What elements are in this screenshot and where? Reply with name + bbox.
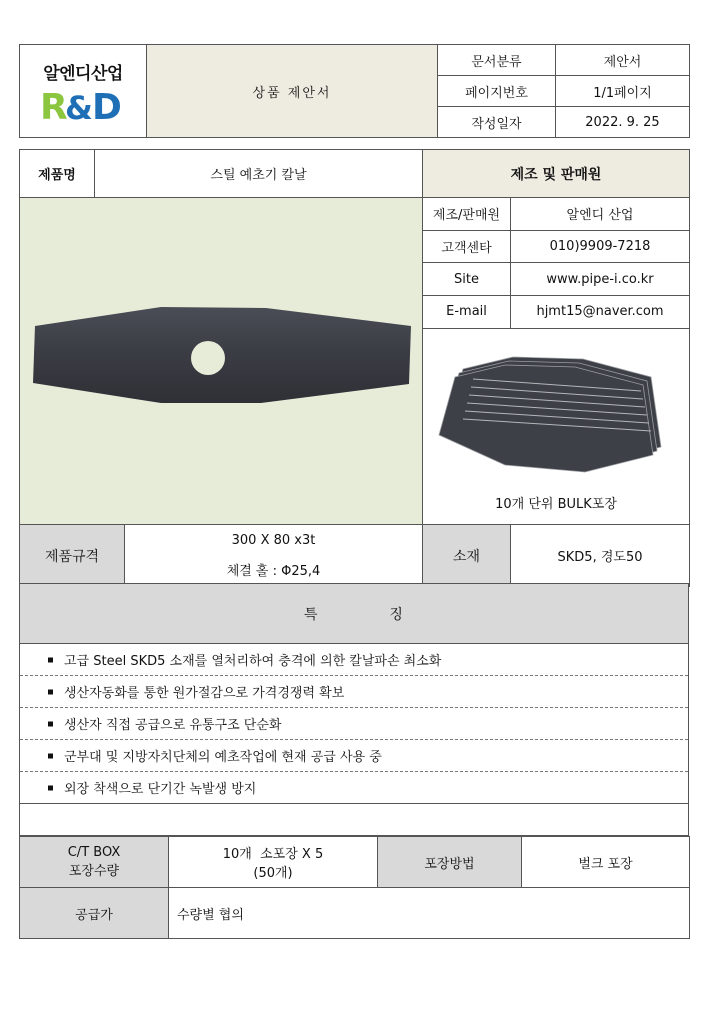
meta-value: 2022. 9. 25: [556, 107, 690, 138]
list-item: [20, 772, 689, 804]
bullet-icon: [48, 785, 53, 790]
spec-label: 제품규격: [20, 525, 125, 587]
svg-text:&: &: [65, 88, 93, 124]
feature-text: 고급 Steel SKD5 소재를 열처리하여 충격에 의한 칼날파손 최소화: [64, 654, 442, 669]
blank-row: [20, 804, 689, 836]
meta-label: 작성일자: [438, 107, 556, 138]
feature-text: 외장 착색으로 단기간 녹발생 방지: [64, 782, 257, 797]
feature-text: 생산자동화를 통한 원가절감으로 가격경쟁력 확보: [64, 686, 345, 701]
spec-value: [125, 525, 423, 587]
list-item: [20, 676, 689, 708]
info-label: 제조/판매원: [423, 198, 511, 231]
bullet-icon: [48, 657, 53, 662]
box-value: [169, 837, 378, 888]
method-value: 벌크 포장: [522, 837, 690, 888]
document-header: [19, 44, 690, 138]
svg-text:D: D: [92, 86, 122, 124]
rnd-logo-icon: [40, 86, 126, 124]
method-label: 포장방법: [378, 837, 522, 888]
price-value: 수량별 협의: [169, 888, 690, 939]
info-label: Site: [423, 263, 511, 296]
meta-value: 제안서: [556, 45, 690, 76]
spec-line-1: 300 X 80 x3t: [231, 532, 316, 548]
box-value-line-1: 10개 소포장 X 5: [222, 847, 324, 862]
maker-header: 제조 및 판매원: [423, 150, 690, 198]
meta-label: 문서분류: [438, 45, 556, 76]
info-value: hjmt15@naver.com: [511, 296, 690, 329]
info-label: E-mail: [423, 296, 511, 329]
info-label: 고객센타: [423, 230, 511, 263]
info-value: 010)9909-7218: [511, 230, 690, 263]
packing-section: [19, 836, 690, 939]
features-heading: [20, 584, 689, 644]
svg-text:R: R: [40, 86, 68, 124]
bullet-icon: [48, 689, 53, 694]
material-value: SKD5, 경도50: [511, 525, 690, 587]
features-section: [19, 583, 689, 836]
bullet-icon: [48, 753, 53, 758]
list-item: [20, 740, 689, 772]
spec-line-2: 체결 홀 : Φ25,4: [226, 563, 321, 579]
product-name-label: 제품명: [20, 150, 95, 198]
bulk-caption: 10개 단위 BULK포장: [495, 497, 617, 512]
page-title: 상품 제안서: [147, 45, 438, 138]
bulk-blades-image-icon: [423, 329, 690, 479]
box-value-line-2: (50개): [253, 866, 293, 881]
info-value: 알엔디 산업: [511, 198, 690, 231]
meta-value: 1/1페이지: [556, 76, 690, 107]
box-label: [20, 837, 169, 888]
bulk-photo: [423, 328, 690, 524]
list-item: [20, 708, 689, 740]
info-value: www.pipe-i.co.kr: [511, 263, 690, 296]
company-name-kr: 알엔디산업: [43, 63, 123, 84]
company-logo: [20, 45, 147, 138]
meta-label: 페이지번호: [438, 76, 556, 107]
price-label: 공급가: [20, 888, 169, 939]
material-label: 소재: [423, 525, 511, 587]
product-name: 스틸 예초기 칼날: [95, 150, 423, 198]
product-block: [19, 149, 690, 587]
list-item: [20, 644, 689, 676]
box-label-line-1: C/T BOX: [67, 845, 121, 860]
features-heading-text: 특 징: [304, 606, 404, 623]
feature-text: 생산자 직접 공급으로 유통구조 단순화: [64, 718, 282, 733]
feature-text: 군부대 및 지방자치단체의 예초작업에 현재 공급 사용 중: [64, 750, 382, 765]
product-photo: [20, 198, 423, 525]
box-label-line-2: 포장수량: [68, 864, 120, 879]
bullet-icon: [48, 721, 53, 726]
blade-image-icon: [21, 198, 421, 520]
